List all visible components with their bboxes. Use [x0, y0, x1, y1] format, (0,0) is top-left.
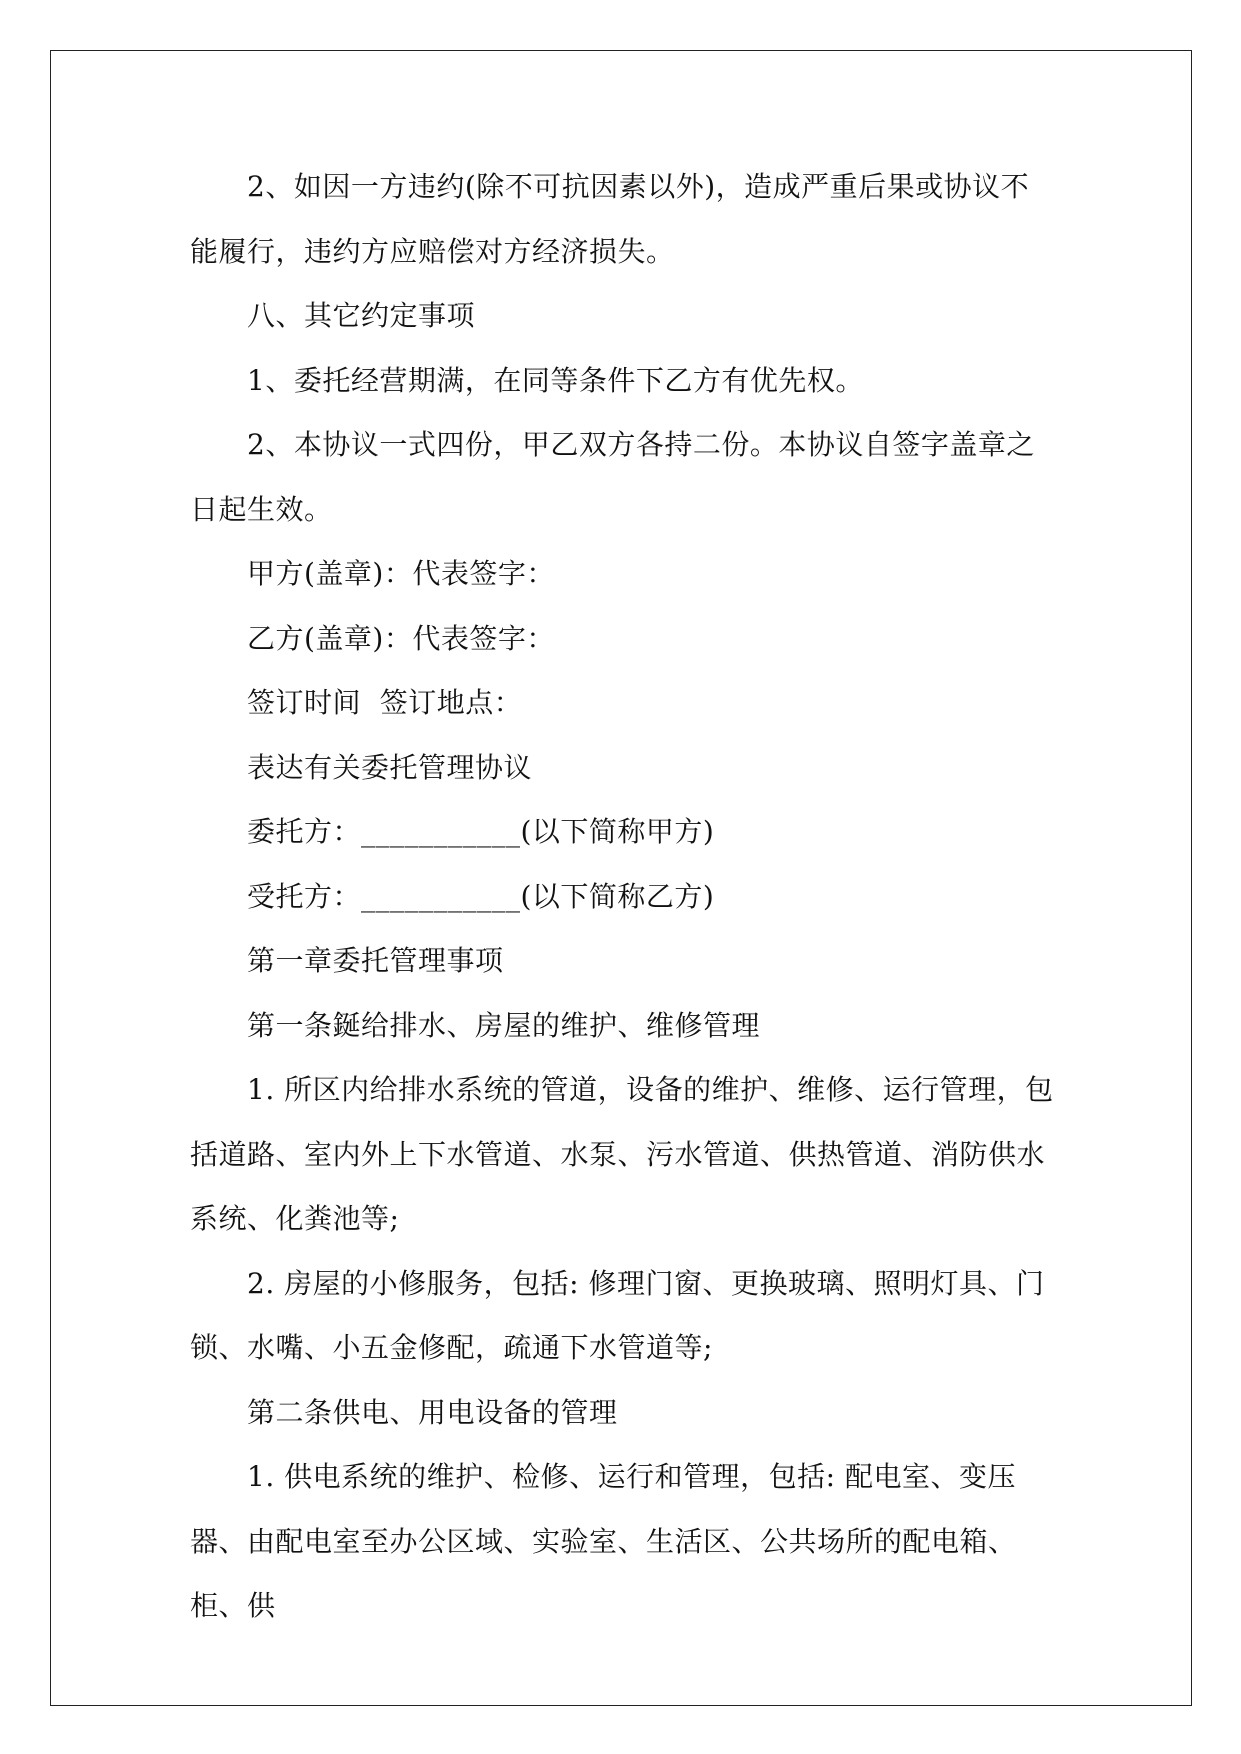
- paragraph: 2. 房屋的小修服务，包括: 修理门窗、更换玻璃、照明灯具、门锁、水嘴、小五金修配，疏通下水管道等;: [190, 1266, 1045, 1364]
- chapter-heading: 第一章委托管理事项: [247, 944, 504, 977]
- document-title: 表达有关委托管理协议: [247, 750, 533, 784]
- signature-line-party-b: 乙方(盖章)：代表签字：: [247, 621, 555, 655]
- trustee-party-line: 受托方：___________(以下简称乙方): [247, 879, 715, 913]
- paragraph: 1. 供电系统的维护、检修、运行和管理，包括: 配电室、变压器、由配电室至办公区域、实验室、生活区、公共场所的配电箱、柜、供: [190, 1460, 1017, 1622]
- article-heading: 第一条鋋给排水、房屋的维护、维修管理: [247, 1008, 761, 1042]
- signing-time-place: 签订时间 签订地点：: [247, 686, 523, 719]
- principal-party-line: 委托方：___________(以下简称甲方): [247, 815, 715, 848]
- signature-line-party-a: 甲方(盖章)：代表签字：: [247, 557, 555, 590]
- paragraph: 1、委托经营期满，在同等条件下乙方有优先权。: [247, 363, 864, 397]
- paragraph: 1. 所区内给排水系统的管道，设备的维护、维修、运行管理，包括道路、室内外上下水管道、水泵、污水管道、供热管道、消防供水系统、化粪池等;: [190, 1073, 1054, 1235]
- paragraph: 2、如因一方违约(除不可抗因素以外)，造成严重后果或协议不能履行，违约方应赔偿对方经济损失。: [190, 170, 1030, 268]
- paragraph: 2、本协议一式四份，甲乙双方各持二份。本协议自签字盖章之日起生效。: [190, 428, 1035, 526]
- article-heading: 第二条供电、用电设备的管理: [247, 1395, 618, 1429]
- section-heading: 八、其它约定事项: [247, 299, 476, 332]
- document-body: [190, 155, 1056, 1639]
